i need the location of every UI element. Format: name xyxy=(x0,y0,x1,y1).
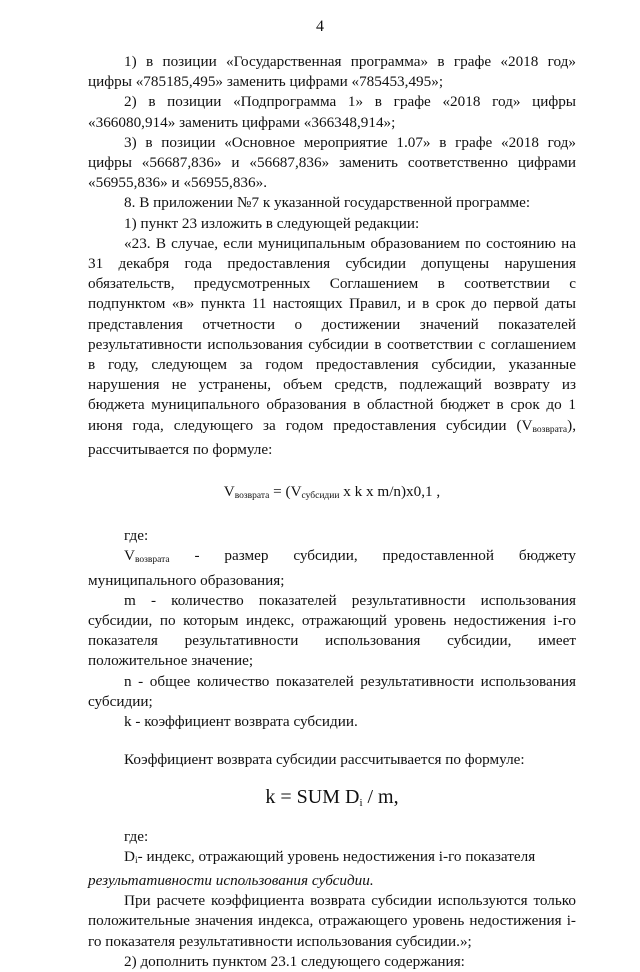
where-label-1: где: xyxy=(124,527,149,545)
point-23-text xyxy=(88,234,576,460)
point-23-subscript: возврата xyxy=(532,424,568,435)
where-label-2: где: xyxy=(124,827,149,845)
item-point-23: 1) пункт 23 изложить в следующей редакции: xyxy=(124,214,420,232)
def5-text: - индекс, отражающий уровень недостижения i-го показателя xyxy=(137,847,536,865)
def-m: m - количество показателей результативности использования субсидии, по которым индекс, отражающий уровень недостижения i-го показателя результативности использования субсидии, имеет положительное значение; xyxy=(88,591,576,670)
formula-return-amount xyxy=(88,482,576,506)
formula-coefficient xyxy=(88,785,576,815)
def1-symbol: V xyxy=(124,547,135,565)
point-23-end: ), рассчитывается по формуле: xyxy=(88,416,576,458)
spacer xyxy=(88,732,576,750)
formula2-sub: i xyxy=(359,796,363,809)
item-1: 1) в позиции «Государственная программа» в графе «2018 год» цифры «785185,495» заменить цифрами «785453,495»; xyxy=(88,53,576,91)
def1-text: - размер субсидии, предоставленной бюджету муниципального образования; xyxy=(88,547,576,589)
def-v-return xyxy=(88,546,576,590)
section-8-heading: 8. В приложении №7 к указанной государственной программе: xyxy=(124,194,531,212)
point-23-body: «23. В случае, если муниципальным образованием по состоянию на 31 декабря года предоставления субсидии допущены нарушения обязательств, предусмотренных Соглашением в соответствии с подпунктом «в» пункта 11 настоящих Правил, и в срок до первой даты представления отчетности о достижении значений показателей результативности использования субсидии в соответствии с соглашением в году, следующем за годом предоставления субсидии, указанные нарушения не устранены, объем средств, подлежащий возврату из бюджета муниципального образования в областной бюджет в срок до 1 июня года, следующего за годом предоставления субсидии (V xyxy=(88,234,576,434)
formula1-symbol: V xyxy=(223,483,235,501)
item-3: 3) в позиции «Основное мероприятие 1.07» в графе «2018 год» цифры «56687,836» и «56687,836» заменить соответственно цифрами «56955,836» и «56955,836». xyxy=(88,133,576,192)
def-di xyxy=(88,847,576,871)
formula1-sub1: возврата xyxy=(234,491,270,502)
def5-symbol: D xyxy=(124,847,135,865)
item-2: 2) в позиции «Подпрограмма 1» в графе «2018 год» цифры «366080,914» заменить цифрами «366348,914»; xyxy=(88,93,576,131)
def1-sub: возврата xyxy=(134,555,170,566)
def-n: n - общее количество показателей результативности использования субсидии; xyxy=(88,672,576,710)
item-add-23-1: 2) дополнить пунктом 23.1 следующего содержания: xyxy=(124,952,465,970)
formula1-rest: x k x m/n)x0,1 , xyxy=(339,483,441,501)
coef-intro: Коэффициент возврата субсидии рассчитывается по формуле: xyxy=(124,751,525,769)
def-di-continuation: результативности использования субсидии. xyxy=(88,871,374,889)
formula1-mid: = (V xyxy=(269,483,302,501)
formula2-lhs: k = SUM D xyxy=(265,785,360,808)
def5-sub: i xyxy=(134,855,138,866)
formula2-rhs: / m, xyxy=(362,785,399,808)
page-number: 4 xyxy=(316,18,324,35)
calc-paragraph: При расчете коэффициента возврата субсидии используются только положительные значения индекса, отражающего уровень недостижения i-го показателя результативности использования субсидии.»; xyxy=(88,892,576,950)
document-body xyxy=(88,52,576,972)
def-k: k - коэффициент возврата субсидии. xyxy=(124,713,358,731)
formula1-sub2: субсидии xyxy=(301,491,340,502)
